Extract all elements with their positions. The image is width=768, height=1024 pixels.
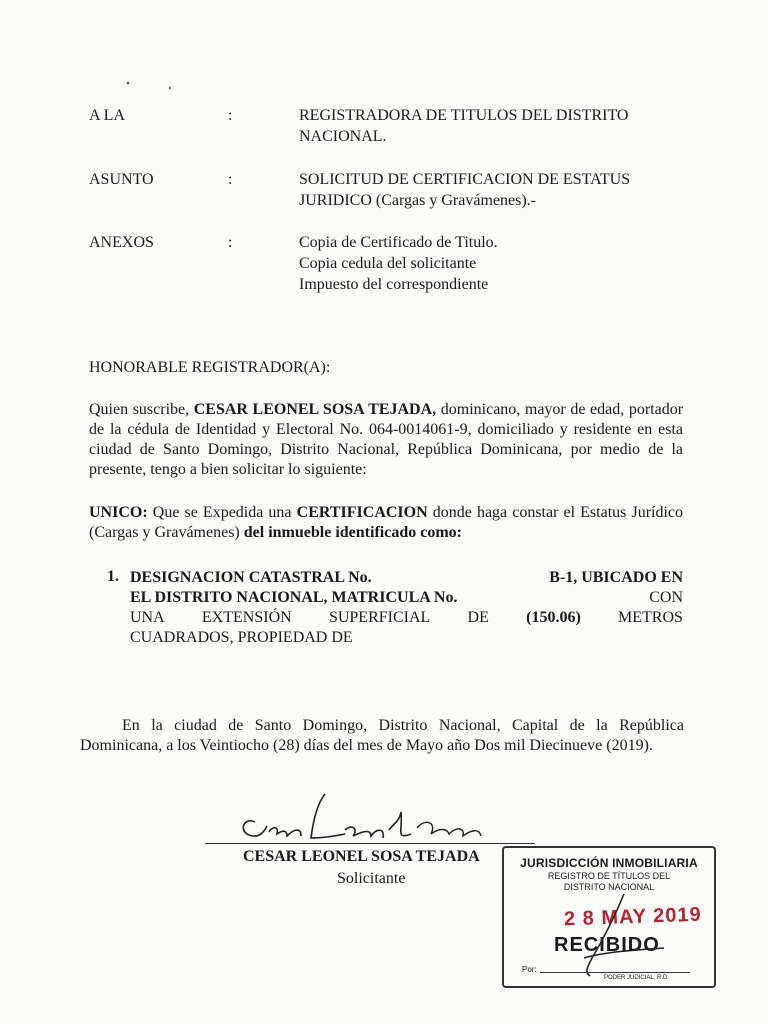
stamp-poder-judicial: PODER JUDICIAL, R.D. (604, 975, 670, 981)
signer-role: Solicitante (337, 870, 406, 887)
unico-paragraph (89, 503, 683, 543)
stamp-initials-scribble (544, 888, 684, 983)
item-l4: CUADRADOS, PROPIEDAD DE (130, 629, 353, 646)
item-line-2 (130, 588, 683, 608)
salutation: HONORABLE REGISTRADOR(A): (89, 359, 331, 376)
annex-line-1: Copia de Certificado de Titulo. (299, 234, 498, 251)
unico-text-1: Que se Expedida una (152, 504, 292, 521)
unico-text-2: donde haga constar el Estatus Jurídico (Cargas y Gravámenes) (89, 504, 684, 541)
item-l3-w6: METROS (618, 609, 683, 626)
signature-line (205, 843, 535, 844)
stamp-title: JURISDICCIÓN INMOBILIARIA (520, 856, 698, 870)
annex-label: ANEXOS (89, 234, 154, 251)
unico-label: UNICO: (89, 504, 148, 521)
recipient-colon: : (228, 107, 233, 124)
intro-text-2: dominicano, mayor de edad, portador de la cédula de Identidad y Electoral No. 064-0014061-9, domiciliado y residente en esta ciudad de Santo Domingo, Distrito Nacional, República Dominicana, por medio de la presente, tengo a bien solicitar lo siguiente: (89, 401, 684, 478)
unico-text-3: del inmueble identificado como: (243, 524, 462, 541)
recipient-line-2: NACIONAL. (299, 128, 387, 145)
subject-colon: : (228, 171, 233, 188)
item-l3-w4: DE (467, 609, 489, 626)
item-l2-right: CON (649, 589, 683, 606)
item-l2-left: EL DISTRITO NACIONAL, MATRICULA No. (130, 589, 458, 606)
applicant-name: CESAR LEONEL SOSA TEJADA, (193, 401, 437, 418)
annex-line-2: Copia cedula del solicitante (299, 255, 477, 272)
item-l1-right: B-1, UBICADO EN (549, 569, 683, 586)
stamp-por-label: Por: (522, 965, 537, 974)
closing-paragraph (80, 716, 684, 756)
subject-line-2: JURIDICO (Cargas y Gravámenes).- (299, 192, 536, 209)
subject-value (299, 169, 694, 211)
stamp-subtitle-1: REGISTRO DE TÍTULOS DEL (547, 871, 671, 881)
item-l3-w2: EXTENSIÓN (201, 609, 292, 626)
recipient-label: A LA (89, 107, 125, 124)
item-line-1 (130, 568, 683, 588)
item-l3-w1: UNA (130, 609, 165, 626)
signer-name: CESAR LEONEL SOSA TEJADA (243, 848, 480, 865)
item-line-4 (130, 628, 683, 648)
annex-colon: : (228, 234, 233, 251)
handwritten-signature (225, 782, 525, 852)
recipient-line-1: REGISTRADORA DE TITULOS DEL DISTRITO (299, 107, 629, 124)
subject-line-1: SOLICITUD DE CERTIFICACION DE ESTATUS (299, 171, 631, 188)
item-number: 1. (107, 568, 119, 585)
stamp-received: RECIBIDO (554, 934, 660, 956)
intro-text-1: Quien suscribe, (89, 401, 190, 418)
stamp-por-line (540, 972, 690, 973)
stamp-subtitle-2: DISTRITO NACIONAL (563, 882, 655, 892)
item-l1-left: DESIGNACION CATASTRAL No. (130, 569, 372, 586)
closing-text: En la ciudad de Santo Domingo, Distrito Nacional, Capital de la República Dominicana, a los Veintiocho (28) días del mes de Mayo año Dos mil Diecinueve (2019). (80, 717, 684, 754)
certification-word: CERTIFICACION (296, 504, 428, 521)
stamp-date: 2 8 MAY 2019 (563, 903, 702, 931)
intro-paragraph (89, 400, 683, 480)
recipient-value (299, 105, 694, 147)
item-l3-w3: SUPERFICIAL (328, 609, 431, 626)
annex-value (299, 232, 694, 295)
item-l3-area: (150.06) (526, 609, 581, 626)
received-stamp (502, 846, 716, 988)
item-line-3 (130, 608, 683, 628)
annex-line-3: Impuesto del correspondiente (299, 276, 489, 293)
subject-label: ASUNTO (89, 171, 154, 188)
